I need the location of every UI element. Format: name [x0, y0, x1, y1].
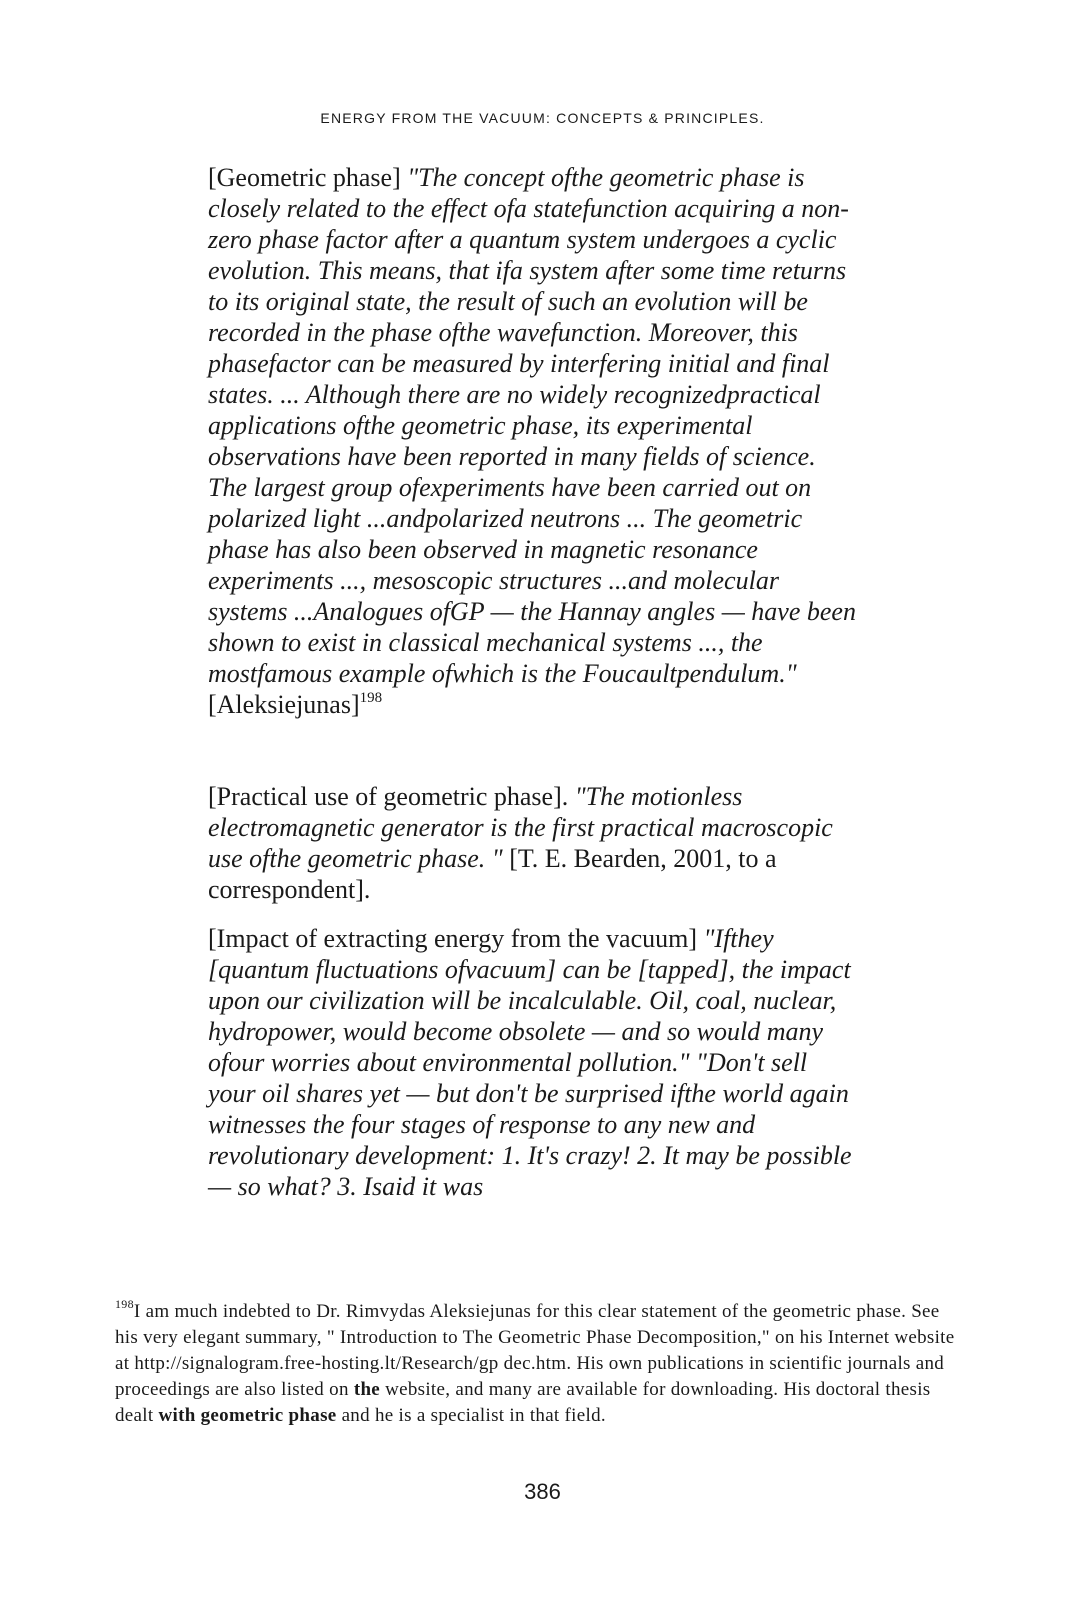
entry-topic: [Impact of extracting energy from the vacuum]: [208, 924, 697, 953]
entry-topic: [Geometric phase]: [208, 163, 401, 192]
footnote-bold-text: the: [353, 1379, 381, 1400]
entry-geometric-phase: [208, 162, 858, 720]
running-header: ENERGY FROM THE VACUUM: CONCEPTS & PRINCIPLES.: [320, 110, 765, 126]
footnote-bold-text: with geometric phase: [158, 1405, 337, 1426]
entry-quote: "The motionless electromagnetic generator is the first practical macroscopic use ofthe geometric phase. ": [208, 782, 833, 873]
footnote-number: 198: [115, 1297, 134, 1311]
footnote-text: and he is a specialist in that field.: [336, 1405, 606, 1426]
entry-quote: "The concept ofthe geometric phase is closely related to the effect ofa statefunction acquiring a non-zero phase factor after a quantum system undergoes a cyclic evolution. This means, that ifa system after some time returns to its original state, the result of such an evolution will be recorded in the phase ofthe wavefunction. Moreover, this phasefactor can be measured by interfering initial and final states. ... Although there are no widely recognizedpractical applications ofthe geometric phase, its experimental observations have been reported in many fields of science. The largest group ofexperiments have been carried out on polarized light ...andpolarized neutrons ... The geometric phase has also been observed in magnetic resonance experiments ..., mesoscopic structures ...and molecular systems ...Analogues ofGP — the Hannay angles — have been shown to exist in classical mechanical systems ..., the mostfamous example ofwhich is the Foucaultpendulum.": [208, 163, 856, 688]
footnote-text: website, and many are available for downloading. His doctoral thesis dealt: [115, 1379, 931, 1426]
entry-impact-of-vacuum-energy: [208, 923, 858, 1202]
footnote-text: I am much indebted to Dr. Rimvydas Aleksiejunas for this clear statement of the geometric phase. See his very elegant summary, " Introduction to The Geometric Phase Decomposition," on his Internet website at http://signalogram.free-hosting.lt/Research/gp dec.htm. His own publications in scientific journals and proceedings are also listed on: [115, 1301, 955, 1400]
entry-source: [T. E. Bearden, 2001, to a correspondent].: [208, 844, 777, 904]
footnote: [115, 1299, 955, 1429]
page-number: 386: [524, 1479, 561, 1504]
entry-topic: [Practical use of geometric phase].: [208, 782, 569, 811]
entry-quote: "Ifthey [quantum fluctuations ofvacuum] can be [tapped], the impact upon our civilization will be incalculable. Oil, coal, nuclear, hydropower, would become obsolete — and so would many ofour worries about environmental pollution." "Don't sell your oil shares yet — but don't be surprised ifthe world again witnesses the four stages of response to any new and revolutionary development: 1. It's crazy! 2. It may be possible — so what? 3. Isaid it was: [208, 924, 852, 1201]
entry-practical-use: [208, 781, 858, 905]
footnote-reference: 198: [359, 690, 383, 706]
entry-source: [Aleksiejunas]: [208, 690, 360, 719]
